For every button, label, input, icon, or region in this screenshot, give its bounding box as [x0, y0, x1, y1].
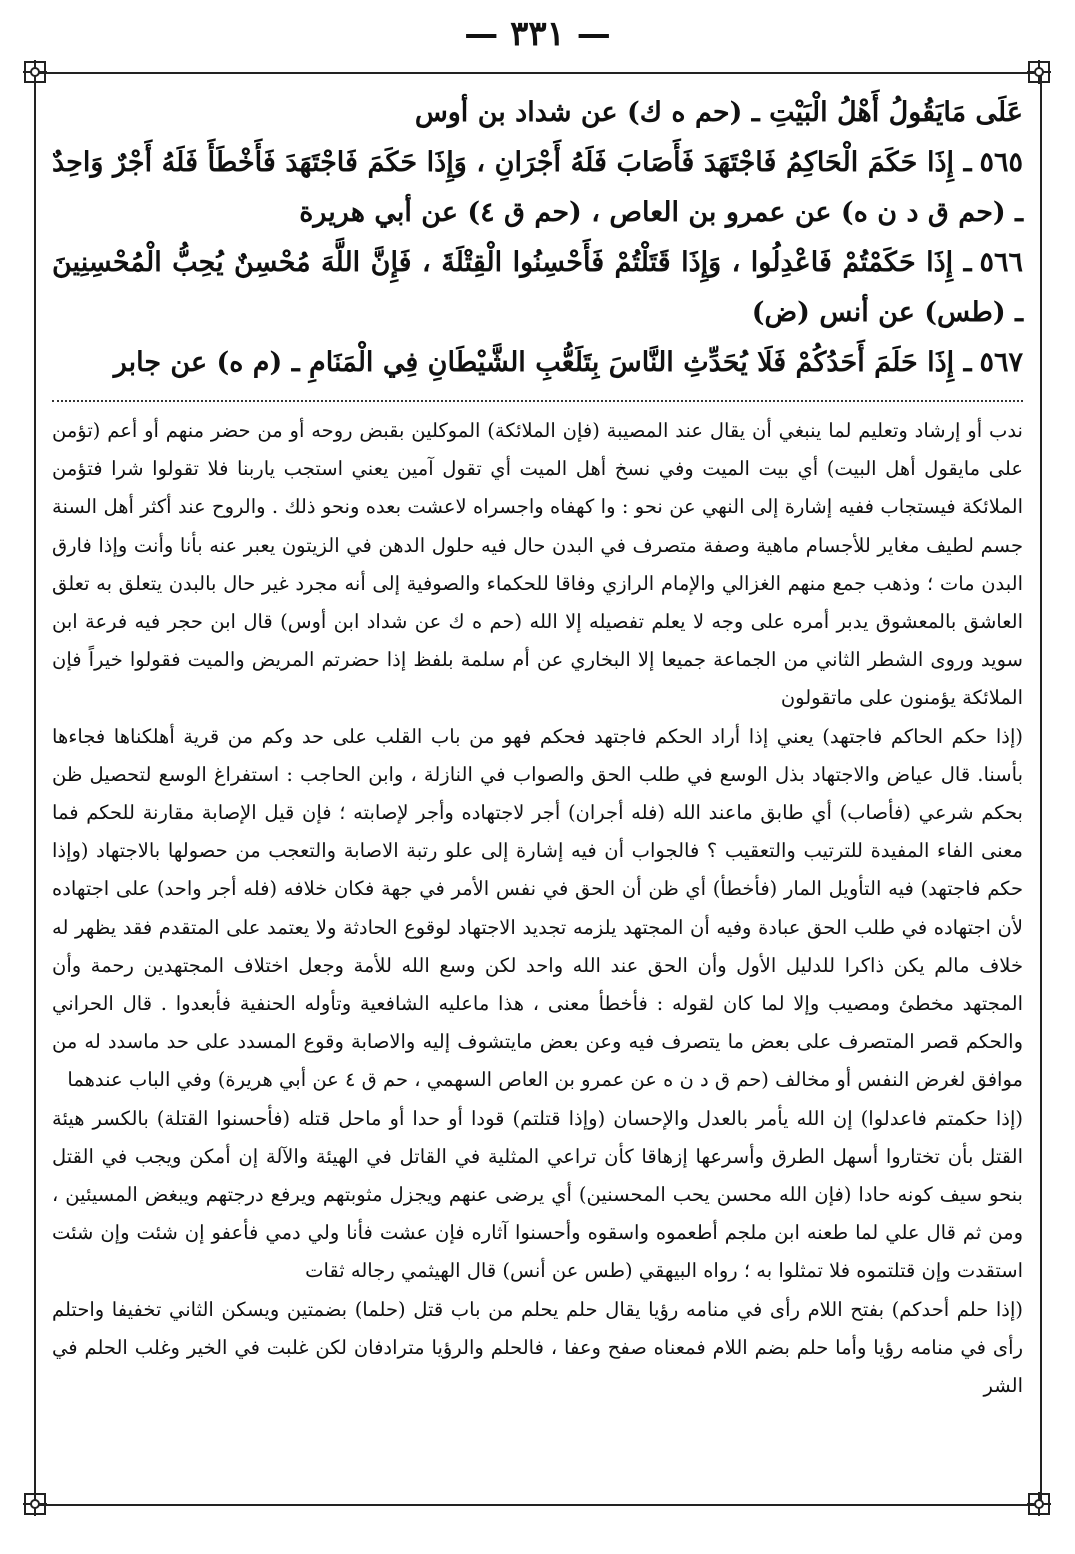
frame-bottom-rule	[34, 1504, 1040, 1506]
commentary-paragraph: (إذا حكم الحاكم فاجتهد) يعني إذا أراد الحكم فاجتهد فحكم فهو من باب القلب على حد وكم من قرية أهلكناها فجاءها بأسنا. قال عياض والاجتهاد بذل الوسع في طلب الحق والصواب في النازلة ، وابن الحاجب : استفراغ الوسع لتحصيل ظن بحكم شرعي (فأصاب) أي طابق ماعند الله (فله أجران) أجر لاجتهاده وأجر لإصابته ؛ فإن قيل الإصابة مقارنة للحكم فما معنى الفاء المفيدة للترتيب والتعقيب ؟ فالجواب أن فيه إشارة إلى علو رتبة الاصابة والتعجب من حصولها بالاجتهاد (وإذا حكم فاجتهد) فيه التأويل المار (فأخطأ) أي ظن أن الحق في نفس الأمر في جهة فكان خلافه (فله أجر واحد) على اجتهاده لأن اجتهاده في طلب الحق عبادة وفيه أن المجتهد يلزمه تجديد الاجتهاد لوقوع الحادثة ولا يعتمد على المتقدم فقد يظهر له خلاف مالم يكن ذاكرا للدليل الأول وأن الحق عند الله واحد لكن وسع الله للأمة وجعل اختلاف المجتهدين رحمة وأن المجتهد مخطئ ومصيب وإلا لما كان لقوله : فأخطأ معنى ، هذا ماعليه الشافعية وتأوله الحنفية فأبعدوا . قال الحراني والحكم قصر المتصرف على بعض ما يتصرف فيه وعن بعض مايتشوف إليه والاصابة وقوع المسدد على حد ماسدد له من موافق لغرض النفس أو مخالف (حم ق د ن ه عن عمرو بن العاص السهمي ، حم ق ٤ عن أبي هريرة) وفي الباب عندهما	[52, 724, 1023, 1092]
hadith-text: ـ إِذَا حَكَمْتُمْ فَاعْدِلُوا ، وَإِذَا قَتَلْتُمْ فَأَحْسِنُوا الْقِتْلَةَ ، فَإِنَّ اللَّهَ مُحْسِنٌ يُحِبُّ الْمُحْسِنِينَ ـ (طس) عن أنس (ض)	[52, 247, 1023, 328]
hadith-number: ٥٦٦	[979, 247, 1023, 278]
commentary-section	[52, 412, 1023, 1405]
corner-ornament-icon	[22, 59, 48, 85]
dotted-separator	[52, 400, 1023, 402]
hadith-565	[52, 138, 1023, 238]
hadith-number: ٥٦٧	[979, 347, 1023, 378]
page-content	[52, 88, 1023, 1405]
hadith-section	[52, 88, 1023, 388]
corner-ornament-icon	[22, 1491, 48, 1517]
commentary-paragraph: ندب أو إرشاد وتعليم لما ينبغي أن يقال عند المصيبة (فإن الملائكة) الموكلين بقبض روحه أو من حضر منهم أو أعم (تؤمن على مايقول أهل البيت) أي بيت الميت وفي نسخ أهل الميت أي تقول آمين يعني استجب ياربنا فلا تقولوا شرا فتؤمن الملائكة فيستجاب ففيه إشارة إلى النهي عن نحو : وا كهفاه واجسراه لاعشت بعده ونحو ذلك . والروح عند أكثر أهل السنة جسم لطيف مغاير للأجسام ماهية وصفة متصرف في البدن حال فيه حلول الدهن في الزيتون يعبر عنه بأنا وأنت وإذا فارق البدن مات ؛ وذهب جمع منهم الغزالي والإمام الرازي وفاقا للحكماء والصوفية إلى أنه مجرد غير حال بالبدن يتعلق به تعلق العاشق بالمعشوق يدبر أمره على وجه لا يعلم تفصيله إلا الله (حم ه ك عن شداد ابن أوس) قال ابن حجر فيه فرعة ابن سويد وروى الشطر الثاني من الجماعة جميعا إلا البخاري عن أم سلمة بلفظ إذا حضرتم المريض والميت فقولوا خيراً فإن الملائكة يؤمنون على ماتقولون	[52, 419, 1023, 710]
hadith-567	[52, 338, 1023, 388]
hadith-continuation: عَلَى مَايَقُولُ أَهْلُ الْبَيْتِ ـ (حم ه ك) عن شداد بن أوس	[414, 97, 1023, 128]
hadith-text: ـ إِذَا حَلَمَ أَحَدُكُمْ فَلَا يُحَدِّثِ النَّاسَ بِتَلَعُّبِ الشَّيْطَانِ فِي الْمَنَامِ ـ (م ه) عن جابر	[113, 347, 972, 378]
page-number: — ٣٣١ —	[464, 14, 611, 54]
commentary-paragraph: (إذا حلم أحدكم) بفتح اللام رأى في منامه رؤيا يقال حلم يحلم من باب قتل (حلما) بضمتين ويسكن الثاني تخفيفا واحتلم رأى في منامه رؤيا وأما حلم بضم اللام فمعناه صفح وعفا ، فالحلم والرؤيا مترادفان لكن غلبت في الخير وغلب الحلم في الشر	[52, 1297, 1023, 1398]
corner-ornament-icon	[1026, 59, 1052, 85]
hadith-566	[52, 238, 1023, 338]
commentary-paragraph: (إذا حكمتم فاعدلوا) إن الله يأمر بالعدل والإحسان (وإذا قتلتم) قودا أو حدا أو ماحل قتله (فأحسنوا القتلة) بالكسر هيئة القتل بأن تختاروا أسهل الطرق وأسرعها إزهاقا كأن تراعي المثلية في القاتل في الهيئة والآلة إن أمكن ويجب في القتل بنحو سيف كونه حادا (فإن الله محسن يحب المحسنين) أي يرضى عنهم ويجزل مثوبتهم ويرفع درجتهم ويبغض المسيئين ، ومن ثم قال علي لما طعنه ابن ملجم أطعموه واسقوه وأحسنوا آثاره فإن عشت فأنا ولي دمي فأعفو إن شئت وإن شئت استقدت وإن قتلتموه فلا تمثلوا به ؛ رواه البيهقي (طس عن أنس) قال الهيثمي رجاله ثقات	[52, 1106, 1023, 1283]
corner-ornament-icon	[1026, 1491, 1052, 1517]
hadith-number: ٥٦٥	[979, 147, 1023, 178]
hadith-text: ـ إِذَا حَكَمَ الْحَاكِمُ فَاجْتَهَدَ فَأَصَابَ فَلَهُ أَجْرَانِ ، وَإِذَا حَكَمَ فَاجْتَهَدَ فَأَخْطَأَ فَلَهُ أَجْرٌ وَاحِدٌ ـ (حم ق د ن ه) عن عمرو بن العاص ، (حم ق ٤) عن أبي هريرة	[52, 147, 1023, 228]
